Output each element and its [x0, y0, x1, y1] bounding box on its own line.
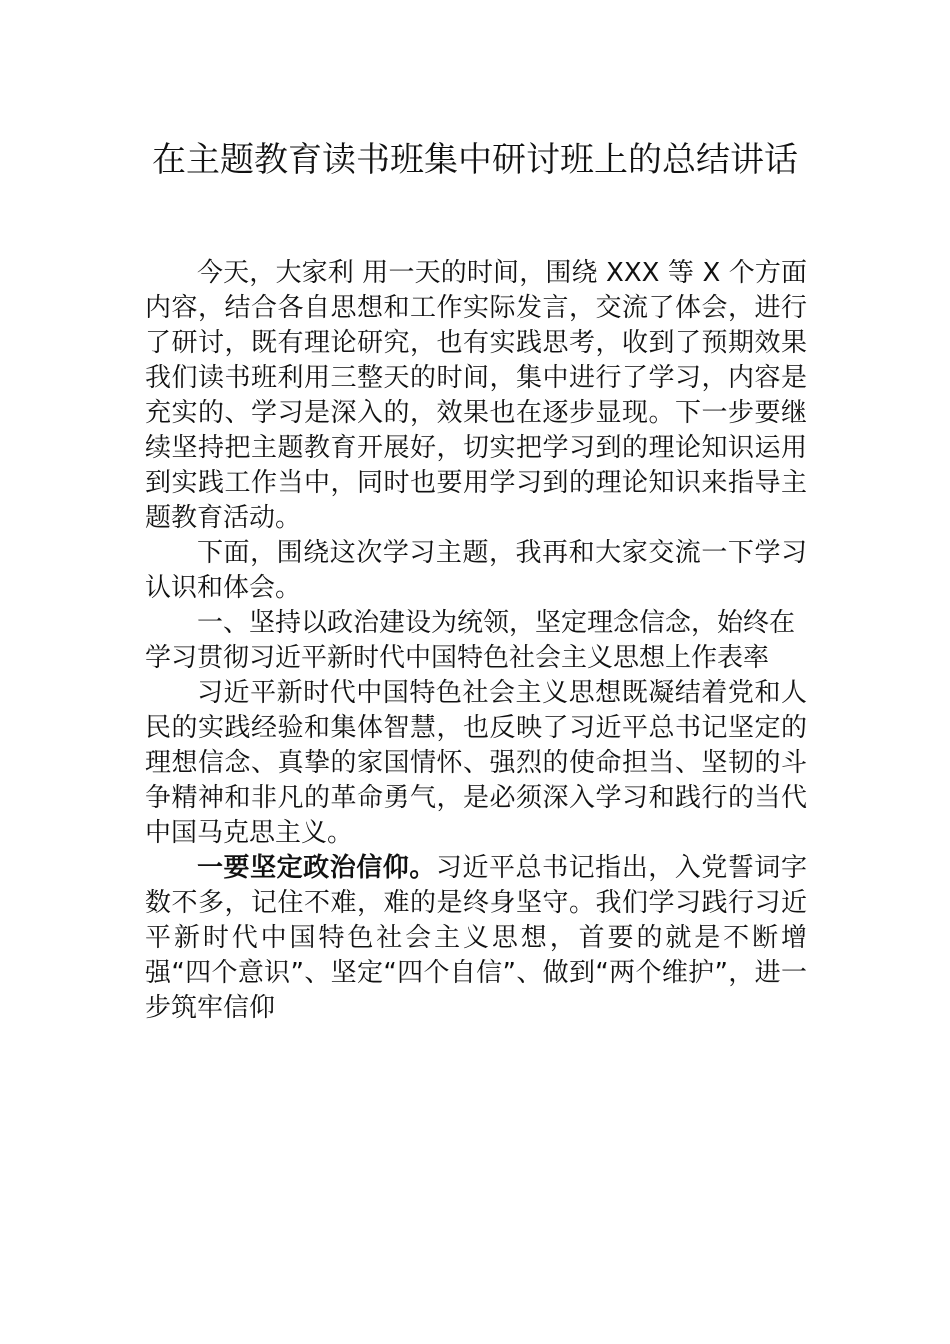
document-body [145, 256, 807, 1026]
document-title: 在主题教育读书班集中研讨班上的总结讲话 [152, 140, 798, 180]
point-one-lead: 一要坚定政治信仰。 [197, 853, 436, 883]
paragraph-transition: 下面，围绕这次学习主题，我再和大家交流一下学习认识和体会。 [145, 538, 807, 603]
paragraph-point-one [145, 851, 807, 1026]
point-one-text: 习近平总书记指出，入党誓词字数不多，记住不难，难的是终身坚守。我们学习践行习近平新时代中国特色社会主义思想，首要的就是不断增强“四个意识”、坚定“四个自信”、做到“两个维护”，进一步筑牢信仰 [145, 853, 807, 1023]
paragraph-section-one: 习近平新时代中国特色社会主义思想既凝结着党和人民的实践经验和集体智慧，也反映了习近平总书记坚定的理想信念、真挚的家国情怀、强烈的使命担当、坚韧的斗争精神和非凡的革命勇气，是必须深入学习和践行的当代中国马克思主义。 [145, 678, 807, 848]
paragraph-intro: 今天，大家利 用一天的时间，围绕 XXX 等 X 个方面内容，结合各自思想和工作实际发言，交流了体会，进行了研讨，既有理论研究，也有实践思考，收到了预期效果我们读书班利用三整天的时间，集中进行了学习，内容是充实的、学习是深入的，效果也在逐步显现。下一步要继续坚持把主题教育开展好，切实把学习到的理论知识运用到实践工作当中，同时也要用学习到的理论知识来指导主题教育活动。 [145, 258, 807, 533]
section-heading-one: 一、坚持以政治建设为统领，坚定理念信念，始终在学习贯彻习近平新时代中国特色社会主义思想上作表率 [145, 608, 796, 673]
